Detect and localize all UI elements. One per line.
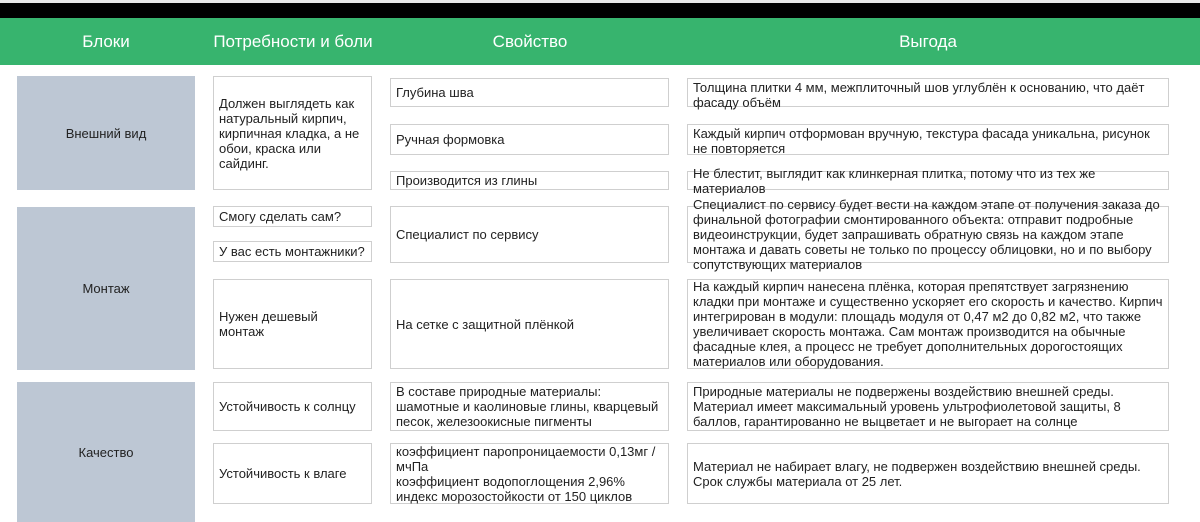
header-needs: Потребности и боли — [213, 32, 373, 51]
property-cell: На сетке с защитной плёнкой — [390, 279, 669, 369]
table-header — [0, 18, 1200, 65]
property-cell: Глубина шва — [390, 78, 669, 107]
block-installation: Монтаж — [17, 207, 195, 370]
need-cell: Смогу сделать сам? — [213, 206, 372, 227]
header-benefit: Выгода — [899, 32, 957, 51]
benefit-cell: Природные материалы не подвержены воздействию внешней среды. Материал имеет максимальный уровень ультрофиолетовой защиты, 8 баллов, гарантированно не выцветает и не выгорает на солнце — [687, 382, 1169, 431]
benefit-cell: Специалист по сервису будет вести на каждом этапе от получения заказа до финальной фотографии смонтированного объекта: отправит подробные видеоинструкции, будет запрашивать обратную связь на каждом этапе монтажа и давать советы не только по процессу облицовки, но и по выбору сопутствующих материалов — [687, 206, 1169, 263]
need-cell: Нужен дешевый монтаж — [213, 279, 372, 369]
benefit-cell: Каждый кирпич отформован вручную, текстура фасада уникальна, рисунок не повторяется — [687, 124, 1169, 155]
need-cell: Устойчивость к солнцу — [213, 382, 372, 431]
property-cell: В составе природные материалы: шамотные и каолиновые глины, кварцевый песок, железоокисные пигменты — [390, 382, 669, 431]
property-cell: коэффициент паропроницаемости 0,13мг / мчПа коэффициент водопоглощения 2,96% индекс морозостойкости от 150 циклов — [390, 443, 669, 504]
need-cell: Должен выглядеть как натуральный кирпич, кирпичная кладка, а не обои, краска или сайдинг. — [213, 76, 372, 190]
header-blocks: Блоки — [82, 32, 130, 51]
property-cell: Производится из глины — [390, 171, 669, 190]
block-appearance: Внешний вид — [17, 76, 195, 190]
benefit-cell: Толщина плитки 4 мм, межплиточный шов углублён к основанию, что даёт фасаду объём — [687, 78, 1169, 107]
header-property: Свойство — [492, 32, 568, 51]
need-cell: У вас есть монтажники? — [213, 241, 372, 262]
benefit-cell: На каждый кирпич нанесена плёнка, которая препятствует загрязнению кладки при монтаже и существенно ускоряет его скорость и качество. Кирпич интегрирован в модули: площадь модуля от 0,47 м2 до 0,82 м2, что также увеличивает скорость монтажа. Сам монтаж производится на обычные фасадные клея, а процесс не требует дополнительных дорогостоящих материалов или оборудования. — [687, 279, 1169, 369]
property-cell: Специалист по сервису — [390, 206, 669, 263]
benefit-cell: Материал не набирает влагу, не подвержен воздействию внешней среды. Срок службы материала от 25 лет. — [687, 443, 1169, 504]
window-top-bar — [0, 0, 1200, 18]
block-quality: Качество — [17, 382, 195, 522]
benefit-cell: Не блестит, выглядит как клинкерная плитка, потому что из тех же материалов — [687, 171, 1169, 190]
need-cell: Устойчивость к влаге — [213, 443, 372, 504]
property-cell: Ручная формовка — [390, 124, 669, 155]
